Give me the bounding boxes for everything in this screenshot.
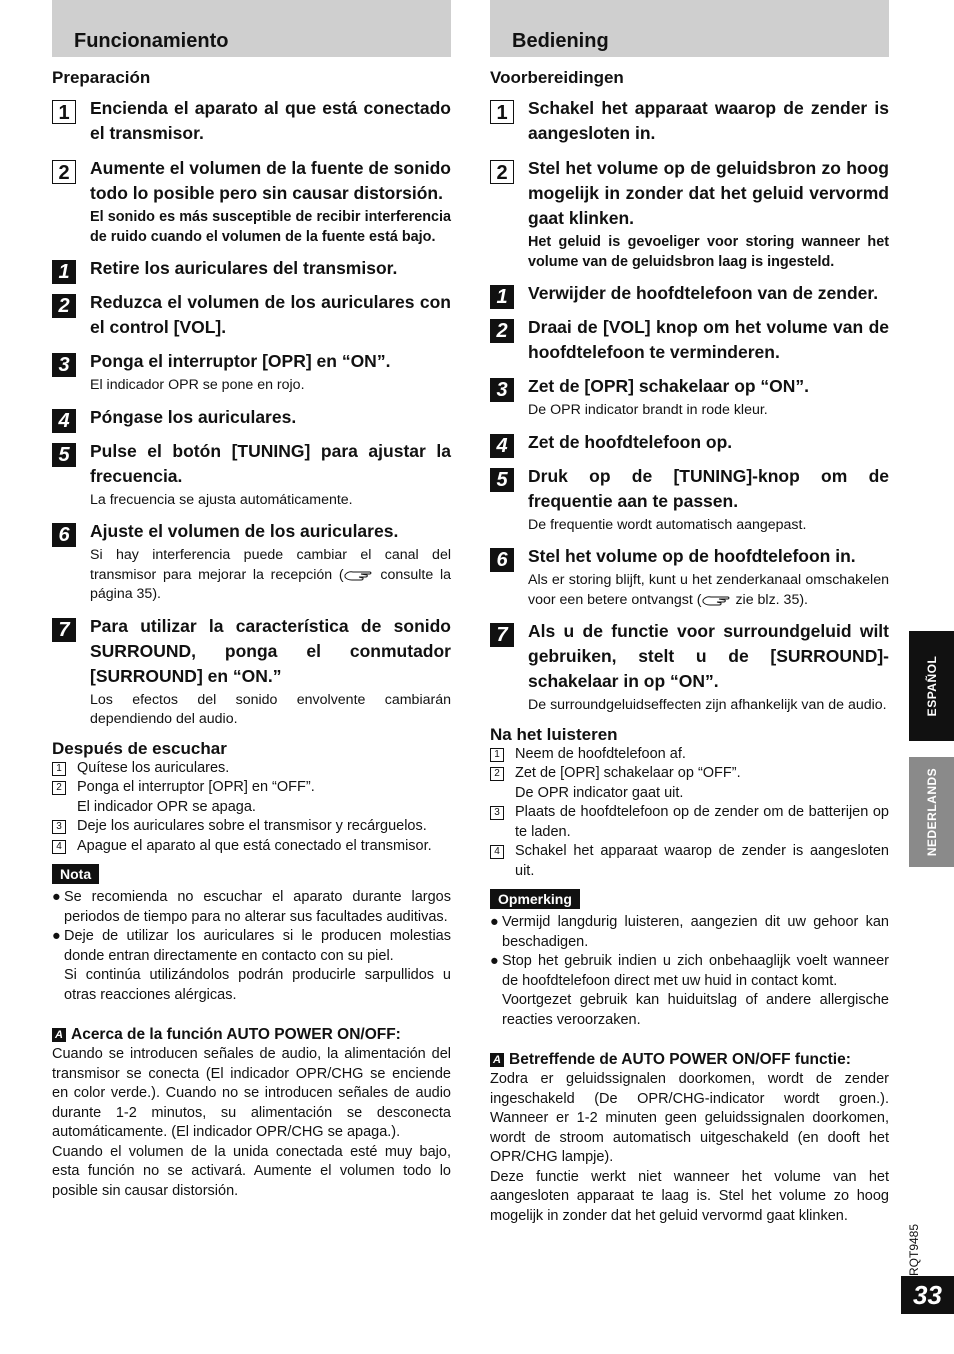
- step-note: De OPR indicator brandt in rode kleur.: [528, 402, 768, 418]
- item-text: Plaats de hoofdtelefoon op de zender om de batterijen op te laden.: [515, 804, 889, 840]
- note-list: [52, 888, 451, 1005]
- column-spanish: [52, 0, 451, 1201]
- step-note: Het geluid is gevoeliger voor storing wanneer het volume van de geluidsbron laag is ingesteld.: [528, 234, 889, 270]
- step-number: 5: [52, 443, 76, 467]
- step-6: [52, 519, 451, 605]
- bullet-text: Si continúa utilizándolos podrán producirle sarpullidos u otras reacciones alérgicas.: [64, 967, 451, 1003]
- step-5: [52, 439, 451, 511]
- after-heading: Después de escuchar: [52, 738, 227, 758]
- auto-power-heading: [52, 1025, 451, 1045]
- step-title: Reduzca el volumen de los auriculares con el control [VOL].: [90, 292, 451, 337]
- bullet-item: ● Vermijd langdurig luisteren, aangezien dit uw gehoor kan beschadigen.: [490, 914, 889, 950]
- auto-power-title: Betreffende de AUTO POWER ON/OFF functie:: [509, 1051, 851, 1068]
- note-list: [490, 913, 889, 1030]
- step-note-text: zie blz. 35).: [731, 591, 809, 608]
- prep-heading: Voorbereidingen: [490, 68, 624, 87]
- item-text: Apague el aparato al que está conectado el transmisor.: [77, 837, 432, 854]
- step-note: El sonido es más susceptible de recibir interferencia de ruido cuando el volumen de la fuente está bajo.: [90, 209, 451, 245]
- step-note: Los efectos del sonido envolvente cambiarán dependiendo del audio.: [90, 691, 451, 727]
- step-title: Ponga el interruptor [OPR] en “ON”.: [90, 351, 391, 371]
- pointing-hand-icon: [702, 593, 732, 606]
- step-7: [52, 614, 451, 730]
- bullet-text: Stop het gebruik indien u zich onbehaaglijk voelt wanneer de hoofdtelefoon direct met uw huid in contact komt.: [502, 953, 889, 989]
- bullet-text: Se recomienda no escuchar el aparato durante largos periodos de tiempo para no alterar sus facultades auditivas.: [64, 889, 451, 925]
- step-number: 7: [490, 623, 514, 647]
- step-5: [490, 464, 889, 536]
- step-number: 1: [52, 260, 76, 284]
- auto-power-heading: [490, 1050, 889, 1070]
- item-text: Zet de [OPR] schakelaar op “OFF”.: [515, 765, 741, 781]
- step-note: De surroundgeluidseffecten zijn afhankelijk van de audio.: [528, 697, 887, 713]
- step-title: Póngase los auriculares.: [90, 406, 297, 427]
- step-note-text: Si hay interferencia puede cambiar el canal del transmisor para mejorar la recepción (: [90, 547, 451, 583]
- item-number: 1: [52, 762, 66, 776]
- step-number: 1: [52, 100, 76, 124]
- step-title: Schakel het apparaat waarop de zender is aangesloten in.: [528, 98, 889, 143]
- step-number: 2: [52, 160, 76, 184]
- item-number: 3: [490, 806, 504, 820]
- step-number: 6: [52, 523, 76, 547]
- step-3: [52, 349, 451, 396]
- item-text: Quítese los auriculares.: [77, 759, 230, 776]
- section-title: Funcionamiento: [74, 30, 229, 52]
- step-title: Stel het volume op de hoofdtelefoon in.: [528, 546, 856, 566]
- item-text: Schakel het apparaat waarop de zender is aangesloten uit.: [515, 843, 889, 879]
- step-3: [490, 374, 889, 421]
- item-number: 4: [52, 840, 66, 854]
- document-code-text: RQT9485: [907, 1223, 921, 1277]
- note-a-icon: A: [490, 1053, 504, 1067]
- step-note-text: Als er storing blijft, kunt u het zenderkanaal omschakelen voor een betere ontvangst (: [528, 572, 889, 608]
- step-7: [490, 619, 889, 716]
- note-badge: Nota: [52, 864, 99, 884]
- prep-step-1: [52, 96, 451, 146]
- item-number: 4: [490, 845, 504, 859]
- section-title: Bediening: [512, 30, 609, 52]
- list-item: [52, 837, 451, 857]
- language-tab-espanol: [909, 631, 954, 741]
- item-number: 3: [52, 820, 66, 834]
- bullet-text: Deje de utilizar los auriculares si le producen molestias donde entran directamente en contacto con su piel.: [64, 928, 451, 964]
- item-text: Ponga el interruptor [OPR] en “OFF”.: [77, 779, 315, 795]
- section-header: [490, 0, 889, 57]
- step-note: La frecuencia se ajusta automáticamente.: [90, 491, 353, 508]
- list-item: [52, 778, 451, 817]
- step-2: [490, 315, 889, 365]
- step-number: 3: [52, 353, 76, 377]
- bullet-text: Voortgezet gebruik kan huiduitslag of andere allergische reacties veroorzaken.: [502, 992, 889, 1028]
- prep-step-2: [52, 156, 451, 247]
- step-number: 2: [490, 319, 514, 343]
- step-note: [528, 571, 889, 610]
- prep-step-1: [490, 96, 889, 146]
- auto-power-paragraph: Cuando se introducen señales de audio, la alimentación del transmisor se conecta (El indicador OPR/CHG se enciende en color verde.). Cuando no se introducen señales de audio durante 1-2 minutos, su alimentación se desconecta automáticamente. (El indicador OPR/CHG se apaga.).: [52, 1046, 451, 1140]
- bullet-item: ● Stop het gebruik indien u zich onbehaaglijk voelt wanneer de hoofdtelefoon direct met uw huid in contact komt. Voortgezet gebruik kan huiduitslag of andere allergische reacties veroorzaken.: [490, 953, 889, 1028]
- step-number: 4: [490, 434, 514, 458]
- step-4: [52, 405, 451, 430]
- step-title: Pulse el botón [TUNING] para ajustar la frecuencia.: [90, 440, 451, 486]
- note-badge: Opmerking: [490, 889, 580, 909]
- prep-heading: Preparación: [52, 68, 151, 87]
- list-item: [490, 764, 889, 803]
- step-number: 7: [52, 618, 76, 642]
- item-number: 2: [490, 767, 504, 781]
- step-number: 6: [490, 548, 514, 572]
- item-text: Neem de hoofdtelefoon af.: [515, 745, 686, 762]
- bullet-item: ● Deje de utilizar los auriculares si le producen molestias donde entran directamente en contacto con su piel. Si continúa utilizándolos podrán producirle sarpullidos u otras reacciones alérgicas.: [52, 928, 451, 1003]
- item-text: De OPR indicator gaat uit.: [515, 784, 684, 801]
- step-1: [52, 256, 451, 281]
- step-note: De frequentie wordt automatisch aangepast.: [528, 516, 807, 533]
- step-title: Retire los auriculares del transmisor.: [90, 258, 398, 278]
- after-heading: Na het luisteren: [490, 724, 618, 744]
- step-title: Verwijder de hoofdtelefoon van de zender.: [528, 283, 879, 303]
- auto-power-paragraph: Cuando el volumen de la unida conectada esté muy bajo, esta función no se activará. Aumente el volumen todo lo posible sin causar distorsión.: [52, 1143, 451, 1199]
- bullet-text: Vermijd langdurig luisteren, aangezien dit uw gehoor kan beschadigen.: [502, 914, 889, 950]
- item-text: El indicador OPR se apaga.: [77, 798, 256, 815]
- language-tab-nederlands: [909, 757, 954, 867]
- pointing-hand-icon: [344, 568, 374, 581]
- item-number: 1: [490, 748, 504, 762]
- step-note-text: consulte la página 35).: [90, 566, 451, 602]
- step-2: [52, 290, 451, 340]
- list-item: [490, 745, 889, 765]
- language-tab-label: ESPAÑOL: [924, 655, 939, 717]
- list-item: [490, 803, 889, 842]
- auto-power-paragraph: Deze functie werkt niet wanneer het volume van het aangesloten apparaat te laag is. Stel het volume zo hoog mogelijk in zonder dat het geluid vervormd gaat klinken.: [490, 1168, 889, 1224]
- step-title: Zet de [OPR] schakelaar op “ON”.: [528, 376, 810, 396]
- step-6: [490, 544, 889, 610]
- step-note: [90, 546, 451, 605]
- step-1: [490, 281, 889, 306]
- list-item: [490, 842, 889, 881]
- step-number: 1: [490, 100, 514, 124]
- section-header: [52, 0, 451, 57]
- step-number: 3: [490, 378, 514, 402]
- bullet-item: ● Se recomienda no escuchar el aparato durante largos periodos de tiempo para no alterar sus facultades auditivas.: [52, 889, 451, 925]
- step-number: 4: [52, 409, 76, 433]
- item-text: Deje los auriculares sobre el transmisor y recárguelos.: [77, 818, 427, 834]
- step-number: 5: [490, 468, 514, 492]
- step-number: 2: [52, 294, 76, 318]
- step-title: Stel het volume op de geluidsbron zo hoog mogelijk in zonder dat het geluid vervormd gaat klinken.: [528, 158, 889, 228]
- page-number: 33: [901, 1276, 954, 1314]
- step-4: [490, 430, 889, 455]
- item-number: 2: [52, 781, 66, 795]
- step-title: Druk op de [TUNING]-knop om de frequentie aan te passen.: [528, 465, 889, 511]
- step-number: 1: [490, 285, 514, 309]
- step-title: Draai de [VOL] knop om het volume van de hoofdtelefoon te verminderen.: [528, 317, 889, 362]
- language-tab-label: NEDERLANDS: [924, 767, 939, 857]
- step-title: Als u de functie voor surroundgeluid wilt gebruiken, stelt u de [SURROUND]-schakelaar in op “ON”.: [528, 621, 889, 691]
- after-list: [490, 745, 889, 882]
- step-title: Para utilizar la característica de sonido SURROUND, ponga el conmutador [SURROUND] en “ON.”: [90, 615, 451, 686]
- column-dutch: [490, 0, 889, 1226]
- step-title: Zet de hoofdtelefoon op.: [528, 431, 733, 452]
- auto-power-paragraph: Zodra er geluidssignalen doorkomen, wordt de zender ingeschakeld (De OPR/CHG-indicator wordt groen.). Wanneer er 1-2 minuten geen geluidssignalen doorkomen, wordt de stroom automatisch uitgeschakeld (en dooft het OPR/CHG lampje).: [490, 1071, 889, 1165]
- step-number: 2: [490, 160, 514, 184]
- after-list: [52, 759, 451, 857]
- step-note: El indicador OPR se pone en rojo.: [90, 377, 305, 393]
- step-title: Aumente el volumen de la fuente de sonido todo lo posible pero sin causar distorsión.: [90, 158, 451, 203]
- document-code: [894, 1223, 934, 1277]
- list-item: [52, 759, 451, 779]
- list-item: [52, 817, 451, 837]
- step-title: Encienda el aparato al que está conectado el transmisor.: [90, 98, 451, 143]
- auto-power-title: Acerca de la función AUTO POWER ON/OFF:: [71, 1026, 401, 1043]
- step-title: Ajuste el volumen de los auriculares.: [90, 521, 399, 541]
- note-a-icon: A: [52, 1028, 66, 1042]
- prep-step-2: [490, 156, 889, 272]
